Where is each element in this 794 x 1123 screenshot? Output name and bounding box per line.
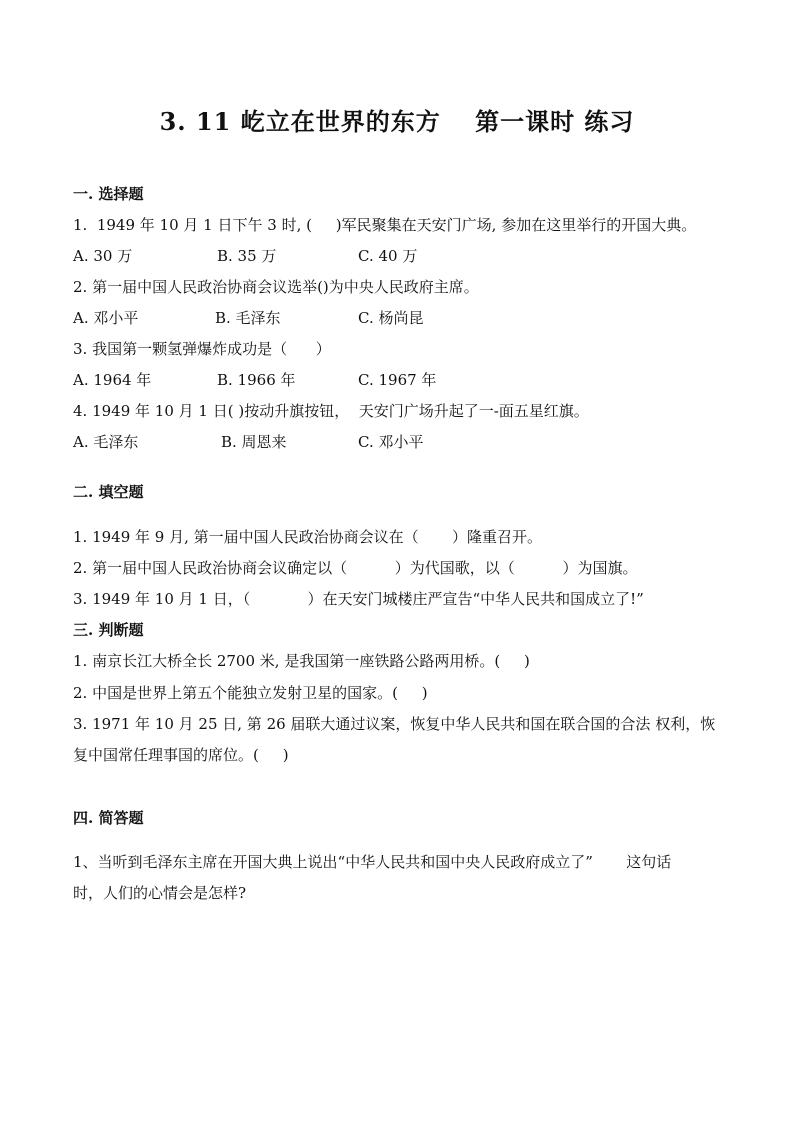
choice-question-4: 4. 1949 年 10 月 1 日( )按动升旗按钮， 天安门广场升起了一-面五星红旗。 [73,402,589,420]
short-answer-question-1-line-1: 1、当听到毛泽东主席在开国大典上说出“中华人民共和国中央人民政府成立了” 这句话 [73,853,672,871]
section-heading-choice: 一. 选择题 [73,185,144,203]
choice-q2-option-a: A. 邓小平 [73,309,139,327]
section-heading-fill: 二. 填空题 [73,483,144,501]
choice-q3-option-c: C. 1967 年 [358,371,437,389]
judge-question-3-line-2: 复中国常任理事国的席位。( ) [73,746,289,764]
fill-question-3: 3. 1949 年 10 月 1 日，（ ）在天安门城楼庄严宣告“中华人民共和国成立了!” [73,590,644,608]
judge-question-1: 1. 南京长江大桥全长 2700 米, 是我国第一座铁路公路两用桥。( ) [73,652,530,670]
judge-question-2: 2. 中国是世界上第五个能独立发射卫星的国家。( ) [73,684,428,702]
choice-q2-option-b: B. 毛泽东 [215,309,281,327]
choice-q2-option-c: C. 杨尚昆 [358,309,424,327]
choice-q3-option-b: B. 1966 年 [217,371,296,389]
judge-question-3-line-1: 3. 1971 年 10 月 25 日, 第 26 届联大通过议案，恢复中华人民共和国在联合国的合法 权利，恢 [73,715,716,733]
choice-q1-option-c: C. 40 万 [358,247,418,265]
choice-q1-option-b: B. 35 万 [217,247,277,265]
choice-q3-option-a: A. 1964 年 [73,371,152,389]
fill-question-1: 1. 1949 年 9 月, 第一届中国人民政治协商会议在（ ）隆重召开。 [73,528,543,546]
page-title: 3. 11 屹立在世界的东方 第一课时 练习 [159,107,635,136]
fill-question-2: 2. 第一届中国人民政治协商会议确定以（ ）为代国歌，以（ ）为国旗。 [73,559,638,577]
choice-q4-option-b: B. 周恩来 [221,433,287,451]
choice-q4-option-c: C. 邓小平 [358,433,424,451]
short-answer-question-1-line-2: 时，人们的心情会是怎样? [73,884,247,902]
section-heading-judge: 三. 判断题 [73,621,144,639]
choice-question-3: 3. 我国第一颗氢弹爆炸成功是（ ） [73,340,331,358]
choice-q1-option-a: A. 30 万 [73,247,133,265]
choice-q4-option-a: A. 毛泽东 [73,433,139,451]
section-heading-short-answer: 四. 简答题 [73,809,144,827]
choice-question-1: 1. 1949 年 10 月 1 日下午 3 时, ( )军民聚集在天安门广场, 参加在这里举行的开国大典。 [73,216,697,234]
choice-question-2: 2. 第一届中国人民政治协商会议选举()为中央人民政府主席。 [73,278,479,296]
